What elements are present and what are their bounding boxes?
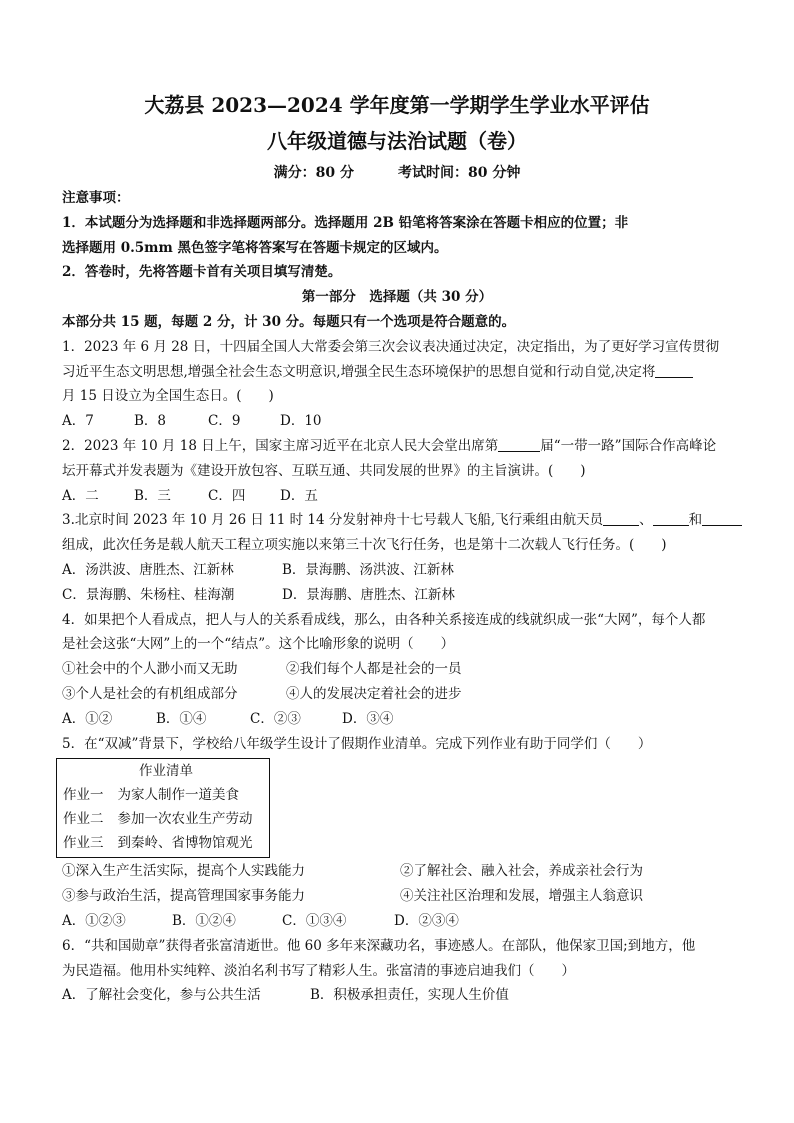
q5-line-1: 5．在“双减”背景下，学校给八年级学生设计了假期作业清单。完成下列作业有助于同学们（ ） bbox=[62, 735, 652, 752]
q6-options bbox=[62, 983, 732, 1008]
q5-statement-1: ①深入生产生活实际，提高个人实践能力 bbox=[62, 863, 305, 880]
q3-sep-1: 、 bbox=[639, 512, 653, 529]
q5-statement-2: ②了解社会、融入社会，养成亲社会行为 bbox=[400, 863, 643, 880]
notice-heading: 注意事项： bbox=[62, 190, 130, 206]
q2-line-1 bbox=[62, 434, 732, 459]
q4-statement-3: ③个人是社会的有机组成部分 bbox=[62, 685, 238, 702]
full-score: 满分：80 分 bbox=[273, 165, 354, 181]
q3-options-row-1 bbox=[62, 558, 732, 583]
q1-line-2-text: 习近平生态文明思想,增强全社会生态文明意识,增强全民生态环境保护的思想自觉和行动自觉,决定将 bbox=[62, 363, 656, 380]
q6-line-2: 为民造福。他用朴实纯粹、淡泊名利书写了精彩人生。张富清的事迹启迪我们（ ） bbox=[62, 962, 575, 979]
q4-option-c: C．②③ bbox=[250, 710, 301, 727]
exam-meta bbox=[62, 164, 732, 182]
answer-blank bbox=[702, 511, 742, 526]
homework-item-name: 作业二 bbox=[63, 811, 104, 828]
q4-line-2: 是社会这张“大网”上的一个“结点”。这个比喻形象的说明（ ） bbox=[62, 636, 455, 653]
q3-line-1a: 3.北京时间 2023 年 10 月 26 日 11 时 14 分发射神舟十七号载人飞船,飞行乘组由航天员 bbox=[62, 512, 604, 529]
exam-page bbox=[62, 92, 732, 1008]
notice-item-2: 2．答卷时，先将答题卡首有关项目填写清楚。 bbox=[62, 264, 342, 281]
q2-line-2: 坛开幕式并发表题为《建设开放包容、互联互通、共同发展的世界》的主旨演讲。( ) bbox=[62, 462, 586, 479]
q3-line-1 bbox=[62, 508, 732, 533]
q5-option-b: B．①②④ bbox=[172, 912, 236, 929]
question-6 bbox=[62, 934, 732, 1008]
q4-option-a: A．①② bbox=[62, 710, 113, 727]
question-5 bbox=[62, 732, 732, 934]
q5-statements-row-2 bbox=[62, 884, 732, 909]
q2-option-a: A．二 bbox=[62, 487, 99, 504]
q4-statement-2: ②我们每个人都是社会的一员 bbox=[286, 661, 462, 678]
question-3 bbox=[62, 508, 732, 607]
q6-option-a: A．了解社会变化，参与公共生活 bbox=[62, 987, 261, 1004]
answer-blank bbox=[653, 511, 689, 526]
q1-option-d: D．10 bbox=[280, 413, 322, 430]
q2-option-b: B．三 bbox=[134, 487, 171, 504]
q1-option-a: A．7 bbox=[62, 413, 94, 430]
q4-option-d: D．③④ bbox=[342, 710, 394, 727]
q4-statements-row-1 bbox=[62, 657, 732, 682]
answer-blank bbox=[655, 363, 693, 378]
answer-blank bbox=[603, 511, 639, 526]
q5-statement-3: ③参与政治生活，提高管理国家事务能力 bbox=[62, 888, 305, 905]
q6-option-b: B．积极承担责任，实现人生价值 bbox=[310, 987, 509, 1004]
q5-option-a: A．①②③ bbox=[62, 912, 126, 929]
q1-option-c: C．9 bbox=[208, 413, 241, 430]
q5-option-d: D．②③④ bbox=[394, 912, 459, 929]
question-1 bbox=[62, 335, 732, 434]
q5-statement-4: ④关注社区治理和发展，增强主人翁意识 bbox=[400, 888, 643, 905]
homework-item-name: 作业一 bbox=[63, 787, 104, 804]
answer-blank bbox=[498, 437, 540, 452]
q1-line-1: 1．2023 年 6 月 28 日，十四届全国人大常委会第三次会议表决通过决定，决定指出，为了更好学习宣传贯彻 bbox=[62, 338, 720, 355]
q2-line-1b: 届“一带一路”国际合作高峰论 bbox=[540, 437, 717, 454]
q2-options bbox=[62, 484, 732, 509]
q4-options bbox=[62, 707, 732, 732]
q1-options bbox=[62, 409, 732, 434]
q6-line-1: 6．“共和国勋章”获得者张富清逝世。他 60 多年来深藏功名，事迹感人。在部队，他保家卫国;到地方，他 bbox=[62, 937, 696, 954]
homework-list-title: 作业清单 bbox=[139, 763, 193, 780]
q5-statements-row-1 bbox=[62, 859, 732, 884]
q4-statement-1: ①社会中的个人渺小而又无助 bbox=[62, 661, 238, 678]
homework-item-name: 作业三 bbox=[63, 835, 104, 852]
q2-option-d: D．五 bbox=[280, 487, 318, 504]
q2-option-c: C．四 bbox=[208, 487, 246, 504]
homework-item bbox=[63, 807, 269, 831]
q4-statement-4: ④人的发展决定着社会的进步 bbox=[286, 685, 462, 702]
notice-section bbox=[62, 186, 732, 285]
q4-option-b: B．①④ bbox=[156, 710, 207, 727]
homework-item-task: 到秦岭、省博物馆观光 bbox=[117, 835, 253, 852]
q3-options-row-2 bbox=[62, 583, 732, 608]
homework-item-task: 参加一次农业生产劳动 bbox=[117, 811, 253, 828]
q3-option-b: B．景海鹏、汤洪波、江新林 bbox=[282, 561, 454, 578]
homework-item-task: 为家人制作一道美食 bbox=[117, 787, 239, 804]
question-2 bbox=[62, 434, 732, 508]
q1-line-2 bbox=[62, 360, 732, 385]
q5-options bbox=[62, 909, 732, 934]
q3-option-d: D．景海鹏、唐胜杰、江新林 bbox=[282, 586, 455, 603]
q3-sep-2: 和 bbox=[688, 512, 703, 529]
q4-line-1: 4．如果把个人看成点，把人与人的关系看成线，那么，由各种关系接连成的线就织成一张“大网”，每个人都 bbox=[62, 611, 706, 628]
homework-item bbox=[63, 831, 269, 855]
q3-line-2: 组成，此次任务是载人航天工程立项实施以来第三十次飞行任务，也是第十二次载人飞行任务。( ) bbox=[62, 537, 667, 554]
question-4 bbox=[62, 608, 732, 732]
exam-subtitle: 八年级道德与法治试题（卷） bbox=[267, 129, 527, 153]
homework-item bbox=[63, 783, 269, 807]
homework-list-box bbox=[56, 758, 270, 858]
q3-option-a: A．汤洪波、唐胜杰、江新林 bbox=[62, 561, 234, 578]
notice-item-1b: 选择题用 0.5mm 黑色签字笔将答案写在答题卡规定的区域内。 bbox=[62, 239, 448, 256]
q1-option-b: B．8 bbox=[134, 413, 167, 430]
part1-heading: 第一部分 选择题（共 30 分） bbox=[301, 289, 493, 306]
exam-title: 大荔县 2023—2024 学年度第一学期学生学业水平评估 bbox=[144, 93, 650, 117]
q3-option-c: C．景海鹏、朱杨柱、桂海潮 bbox=[62, 586, 235, 603]
q1-line-3: 月 15 日设立为全国生态日。( ) bbox=[62, 388, 274, 405]
notice-item-1a: 1．本试题分为选择题和非选择题两部分。选择题用 2B 铅笔将答案涂在答题卡相应的位置；非 bbox=[62, 214, 629, 231]
part1-instructions: 本部分共 15 题，每题 2 分，计 30 分。每题只有一个选项是符合题意的。 bbox=[62, 313, 516, 330]
q2-line-1a: 2．2023 年 10 月 18 日上午，国家主席习近平在北京人民大会堂出席第 bbox=[62, 437, 499, 454]
q4-statements-row-2 bbox=[62, 682, 732, 707]
q5-option-c: C．①③④ bbox=[282, 912, 347, 929]
exam-time: 考试时间：80 分钟 bbox=[398, 165, 521, 181]
